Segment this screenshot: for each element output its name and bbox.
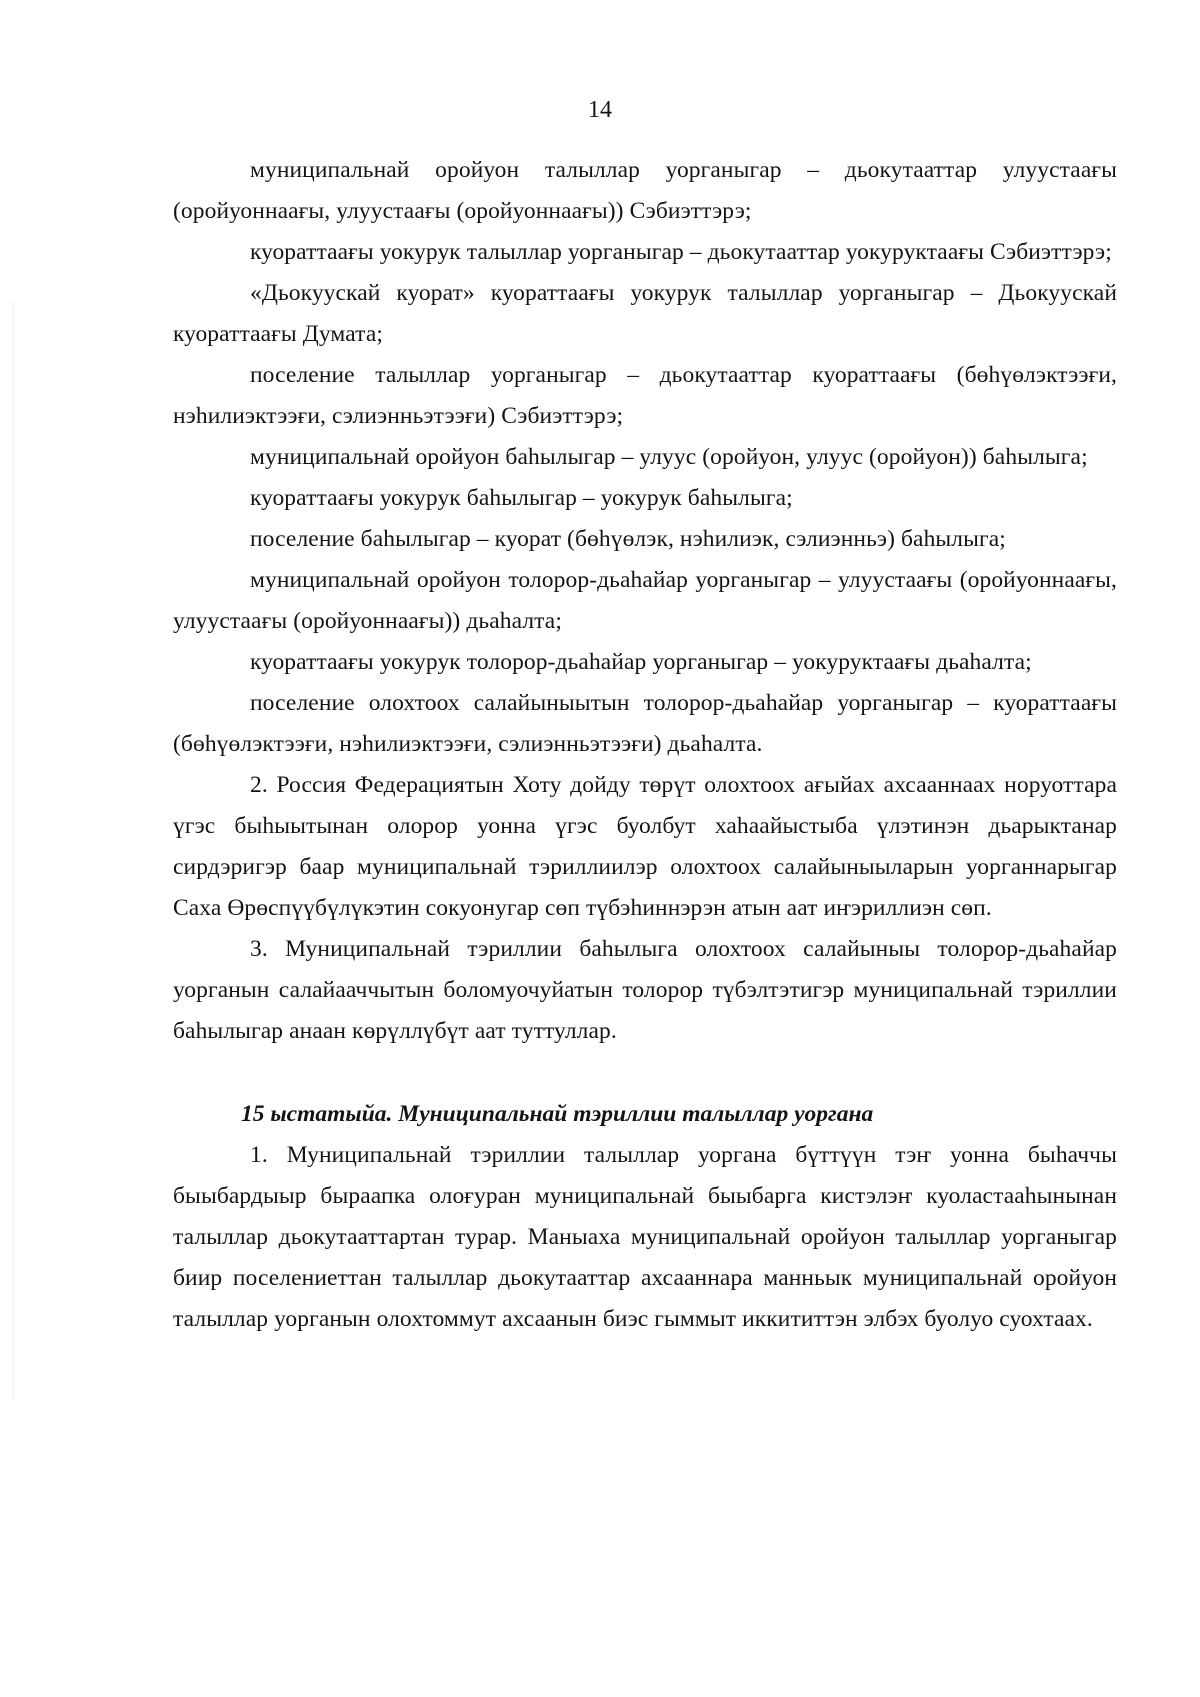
paragraph-city-district-head: куораттаағы уокурук баһылыгар – уокурук баһылыга; (250, 485, 793, 511)
paragraph-district-head: муниципальнай оройуон баһылыгар – улуус (оройуон, улуус (оройуон)) баһылыга; (250, 444, 1088, 470)
paragraph-municipal-district-council: муниципальнай оройуон талыллар уорганыгар – дьокутааттар улуустаағы (оройуоннаағы, улуустаағы (оройуоннаағы)) Сэбиэттэрэ; (173, 157, 1117, 224)
paragraph-yakutsk-duma: «Дьокуускай куорат» куораттаағы уокурук талыллар уорганыгар – Дьокуускай куораттаағы Думата; (173, 280, 1117, 347)
document-body (173, 150, 1117, 1340)
article-15-heading: 15 ыстатыйа. Муниципальнай тэриллии талыллар уоргана (241, 1101, 874, 1127)
scan-margin-mark (13, 300, 14, 1400)
paragraph-district-administration: муниципальнай оройуон толорор-дьаһайар уорганыгар – улуустаағы (оройуоннаағы, улуустаағы (оройуоннаағы)) дьаһалта; (173, 567, 1117, 634)
paragraph-settlement-head: поселение баһылыгар – куорат (бөһүөлэк, нэһилиэк, сэлиэнньэ) баһылыга; (250, 526, 1006, 552)
paragraph-settlement-council: поселение талыллар уорганыгар – дьокутааттар куораттаағы (бөһүөлэктээғи, нэһилиэктээғи, сэлиэнньэтээғи) Сэбиэттэрэ; (173, 362, 1117, 429)
paragraph-clause-2: 2. Россия Федерациятын Хоту дойду төрүт олохтоох ағыйах ахсааннаах норуоттара үгэс быһыытынан олорор уонна үгэс буолбут хаһаайыстыба үлэтинэн дьарыктанар сирдэригэр баар муниципальнай тэриллиилэр олохтоох салайыныыларын уорганнарыгар Саха Өрөспүүбүлүкэтин сокуонугар сөп түбэһиннэрэн атын аат иҥэриллиэн сөп. (173, 772, 1117, 921)
paragraph-city-district-administration: куораттаағы уокурук толорор-дьаһайар уорганыгар – уокуруктаағы дьаһалта; (250, 649, 1032, 675)
paragraph-clause-3: 3. Муниципальнай тэриллии баһылыга олохтоох салайыныы толорор-дьаһайар уорганын салайааччытын боломуочуйатын толорор түбэлтэтигэр муниципальнай тэриллии баһылыгар анаан көрүллүбүт аат туттуллар. (173, 936, 1117, 1044)
page-number: 14 (588, 97, 612, 123)
paragraph-settlement-administration: поселение олохтоох салайыныытын толорор-дьаһайар уорганыгар – куораттаағы (бөһүөлэктээғи, нэһилиэктээғи, сэлиэнньэтээғи) дьаһалта. (173, 690, 1117, 757)
paragraph-article-15-clause-1: 1. Муниципальнай тэриллии талыллар уоргана бүттүүн тэҥ уонна быһаччы быыбардыыр быраапка олоғуран муниципальнай быыбарга кистэлэҥ куоластааһынынан талыллар дьокутааттартан турар. Маныаха муниципальнай оройуон талыллар уорганыгар биир поселениеттан талыллар дьокутааттар ахсааннара манньык муниципальнай оройуон талыллар уорганын олохтоммут ахсаанын биэс гыммыт иккититтэн элбэх буолуо суохтаах. (173, 1142, 1117, 1332)
paragraph-city-district-council: куораттаағы уокурук талыллар уорганыгар – дьокутааттар уокуруктаағы Сэбиэттэрэ; (250, 239, 1112, 265)
